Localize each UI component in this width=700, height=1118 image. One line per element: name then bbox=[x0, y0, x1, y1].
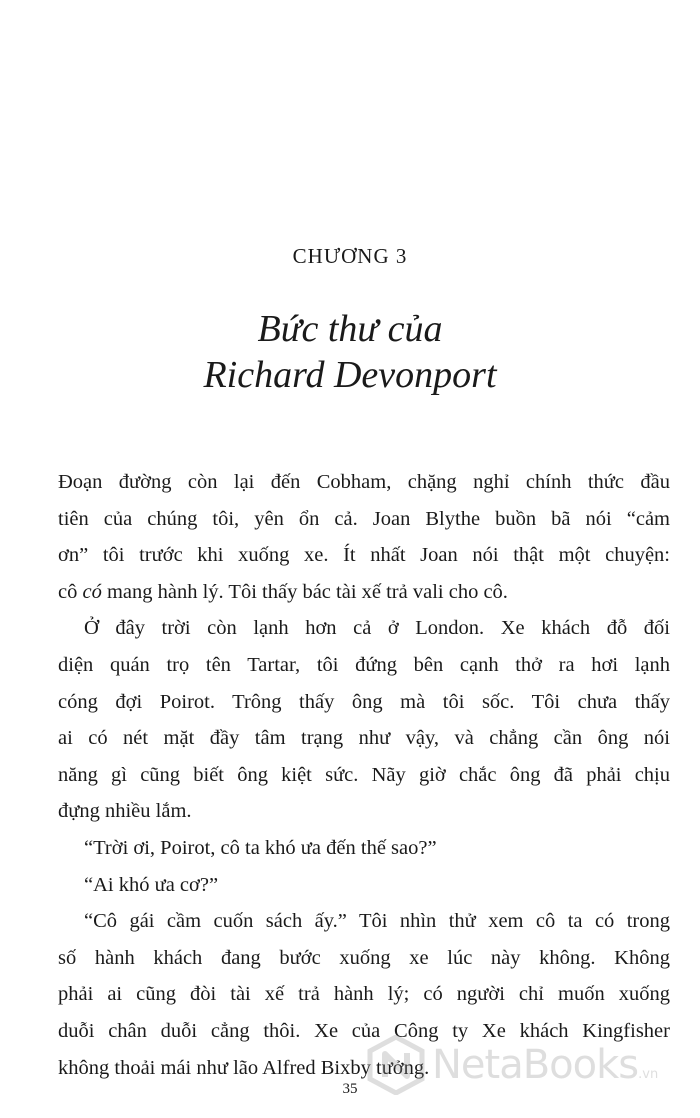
paragraph-4 bbox=[58, 867, 670, 904]
text-segment: mang hành lý. Tôi thấy bác tài xế trả vali cho cô. bbox=[101, 580, 508, 603]
chapter-title-line-1: Bức thư của bbox=[257, 308, 443, 350]
text-line: đựng nhiều lắm. bbox=[58, 800, 192, 823]
text-line: ai có nét mặt đầy tâm trạng như vậy, và chẳng cần ông nói bbox=[58, 727, 670, 750]
text-line: ơn” tôi trước khi xuống xe. Ít nhất Joan nói thật một chuyện: bbox=[58, 544, 670, 567]
text-line: số hành khách đang bước xuống xe lúc này không. Không bbox=[58, 946, 670, 969]
text-line: Ở đây trời còn lạnh hơn cả ở London. Xe khách đỗ đối bbox=[84, 617, 670, 640]
paragraph-2 bbox=[58, 610, 670, 830]
text-line: phải ai cũng đòi tài xế trả hành lý; có người chỉ muốn xuống bbox=[58, 983, 670, 1006]
text-line: “Ai khó ưa cơ?” bbox=[84, 873, 219, 896]
chapter-body-text bbox=[58, 464, 670, 1086]
paragraph-3 bbox=[58, 830, 670, 867]
text-segment: cô bbox=[58, 580, 83, 603]
chapter-label: CHƯƠNG 3 bbox=[292, 244, 408, 268]
chapter-title-line-2: Richard Devonport bbox=[203, 354, 497, 396]
chapter-title bbox=[0, 306, 700, 398]
emphasized-word: có bbox=[82, 580, 102, 603]
watermark-text: NetaBooks bbox=[432, 1042, 639, 1088]
text-line: duỗi chân duỗi cẳng thôi. Xe của Công ty Xe khách Kingfisher bbox=[58, 1019, 670, 1042]
text-line: cóng đợi Poirot. Trông thấy ông mà tôi sốc. Tôi chưa thấy bbox=[58, 690, 670, 713]
text-line: không thoải mái như lão Alfred Bixby tưởng. bbox=[58, 1056, 430, 1079]
watermark-suffix: .vn bbox=[638, 1066, 659, 1082]
text-line bbox=[58, 574, 670, 611]
page-number: 35 bbox=[342, 1081, 358, 1097]
text-line: “Trời ơi, Poirot, cô ta khó ưa đến thế sao?” bbox=[84, 836, 437, 859]
paragraph-1 bbox=[58, 464, 670, 610]
text-line: “Cô gái cầm cuốn sách ấy.” Tôi nhìn thử xem cô ta có trong bbox=[84, 910, 670, 933]
text-line: diện quán trọ tên Tartar, tôi đứng bên cạnh thở ra hơi lạnh bbox=[58, 653, 670, 676]
text-line: năng gì cũng biết ông kiệt sức. Nãy giờ chắc ông đã phải chịu bbox=[58, 763, 670, 786]
text-line: Đoạn đường còn lại đến Cobham, chặng nghỉ chính thức đầu bbox=[58, 471, 670, 493]
text-line: tiên của chúng tôi, yên ổn cả. Joan Blythe buồn bã nói “cảm bbox=[58, 507, 670, 530]
